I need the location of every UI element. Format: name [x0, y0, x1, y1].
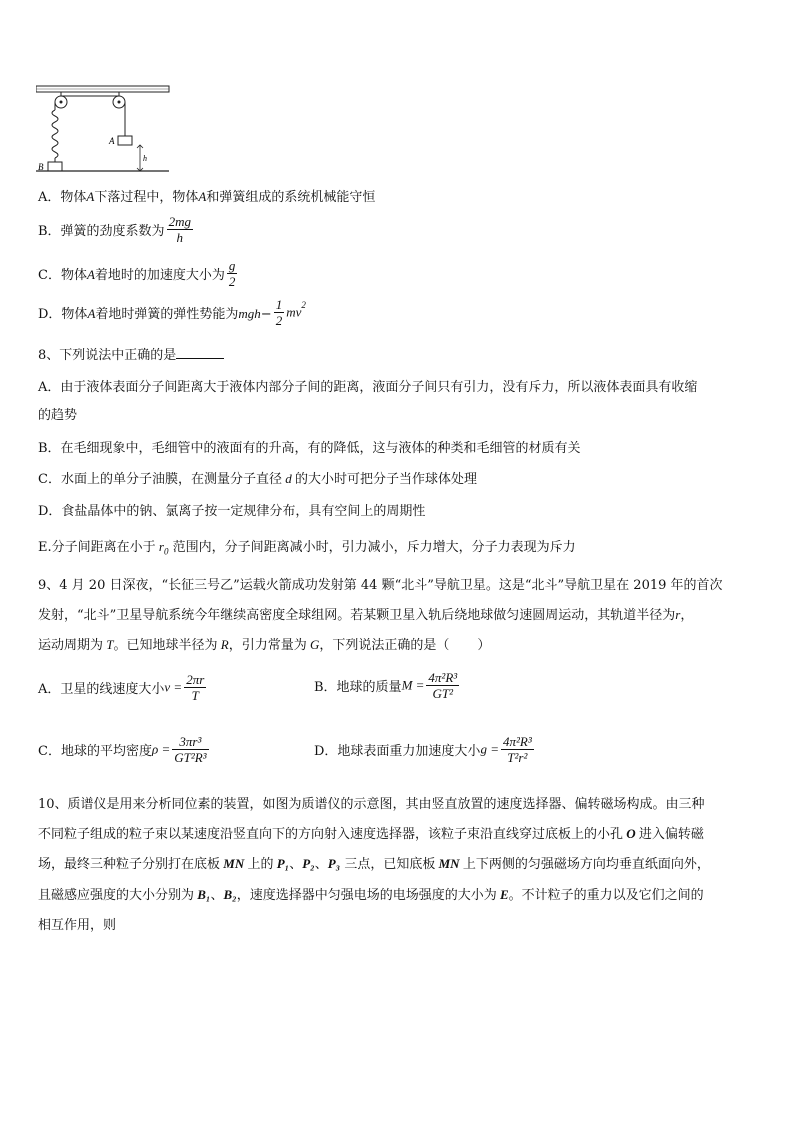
q9-stem-line2: 发射，“北斗”卫星导航系统今年继续高密度全球组网。若某颗卫星入轨后绕地球做匀速圆周运动，其轨道半径为r， — [38, 607, 694, 623]
q8-option-c: C．水面上的单分子油膜，在测量分子直径 d 的大小时可把分子当作球体处理 — [38, 471, 477, 487]
fraction: $\frac{g}{2}$ — [228, 258, 236, 289]
q8-option-a-cont: 的趋势 — [38, 408, 78, 423]
svg-text:A: A — [109, 136, 115, 146]
fraction: $\frac{1}{2}$ — [275, 297, 283, 328]
q9-option-a: A．卫星的线速度大小v = $\frac{2\pi r}{T}$ — [38, 672, 205, 703]
q9-option-b: B．地球的质量M = $\frac{\text{4π²R³}}{\text{GT²}}$ — [314, 670, 458, 701]
q10-stem-line1: 10、质谱仪是用来分析同位素的装置，如图为质谱仪的示意图，其由竖直放置的速度选择器、偏转磁场构成。由三种 — [38, 797, 705, 812]
q8-option-d: D．食盐晶体中的钠、氯离子按一定规律分布，具有空间上的周期性 — [38, 504, 426, 519]
q9-option-d: D．地球表面重力加速度大小g = $\frac{\text{4π²R³}}{\text{T²r²}}$ — [314, 734, 532, 765]
q10-stem-line2: 不同粒子组成的粒子束以某速度沿竖直向下的方向射入速度选择器，该粒子束沿直线穿过底板上的小孔 O 进入偏转磁 — [38, 826, 704, 842]
block-b — [48, 162, 62, 171]
q9-option-c: C．地球的平均密度ρ = $\frac{\text{3πr³}}{\text{GT²R³}}$ — [38, 734, 207, 765]
q8-option-e: E.分子间距离在小于 $r_0$ 范围内，分子间距离减小时，引力减小，斥力增大，分子力表现为斥力 — [38, 539, 576, 557]
fraction: $\frac{\text{4π²R³}}{\text{T²r²}}$ — [502, 734, 532, 765]
pulley-spring-figure — [36, 80, 171, 180]
q8-stem: 8、下列说法中正确的是 — [38, 344, 224, 363]
fraction: $\frac{\text{3πr³}}{\text{GT²R³}}$ — [174, 734, 207, 765]
svg-text:h: h — [143, 154, 147, 163]
svg-text:B: B — [38, 162, 44, 172]
q10-stem-line3: 场，最终三种粒子分别打在底板 MN 上的 P₁、P₂、P₃ 三点，已知底板 MN 上下两侧的匀强磁场方向均垂直纸面向外， — [38, 856, 710, 872]
fraction: $\frac{\text{4π²R³}}{\text{GT²}}$ — [428, 670, 458, 701]
q9-stem-line1: 9、4 月 20 日深夜，“长征三号乙”运载火箭成功发射第 44 颗“北斗”导航卫星。这是“北斗”导航卫星在 2019 年的首次 — [38, 578, 723, 593]
q7-option-c: C．物体A着地时的加速度大小为 $\frac{g}{2}$ — [38, 258, 236, 289]
q8-option-b: B．在毛细现象中，毛细管中的液面有的升高，有的降低，这与液体的种类和毛细管的材质有关 — [38, 441, 581, 456]
q7-option-b: B．弹簧的劲度系数为 $\frac{2mg}{h}$ — [38, 214, 191, 245]
q10-stem-line4: 且磁感应强度的大小分别为 B₁、B₂，速度选择器中匀强电场的电场强度的大小为 E。不计粒子的重力以及它们之间的 — [38, 887, 704, 903]
spring — [52, 110, 58, 158]
block-a — [118, 136, 132, 145]
q10-stem-line5: 相互作用，则 — [38, 918, 117, 933]
q7-option-a: A．物体A下落过程中，物体A和弹簧组成的系统机械能守恒 — [38, 189, 376, 205]
q9-stem-line3: 运动周期为 T。已知地球半径为 R，引力常量为 G，下列说法正确的是（ ） — [38, 637, 491, 653]
fraction: $\frac{2mg}{h}$ — [168, 214, 191, 245]
fraction: $\frac{2\pi r}{T}$ — [186, 672, 205, 703]
q7-option-d: D．物体A着地时弹簧的弹性势能为mgh− $\frac{1}{2}$ $mv^2$ — [38, 297, 306, 328]
q8-option-a: A．由于液体表面分子间距离大于液体内部分子间的距离，液面分子间只有引力，没有斥力，所以液体表面具有收缩 — [38, 380, 698, 395]
